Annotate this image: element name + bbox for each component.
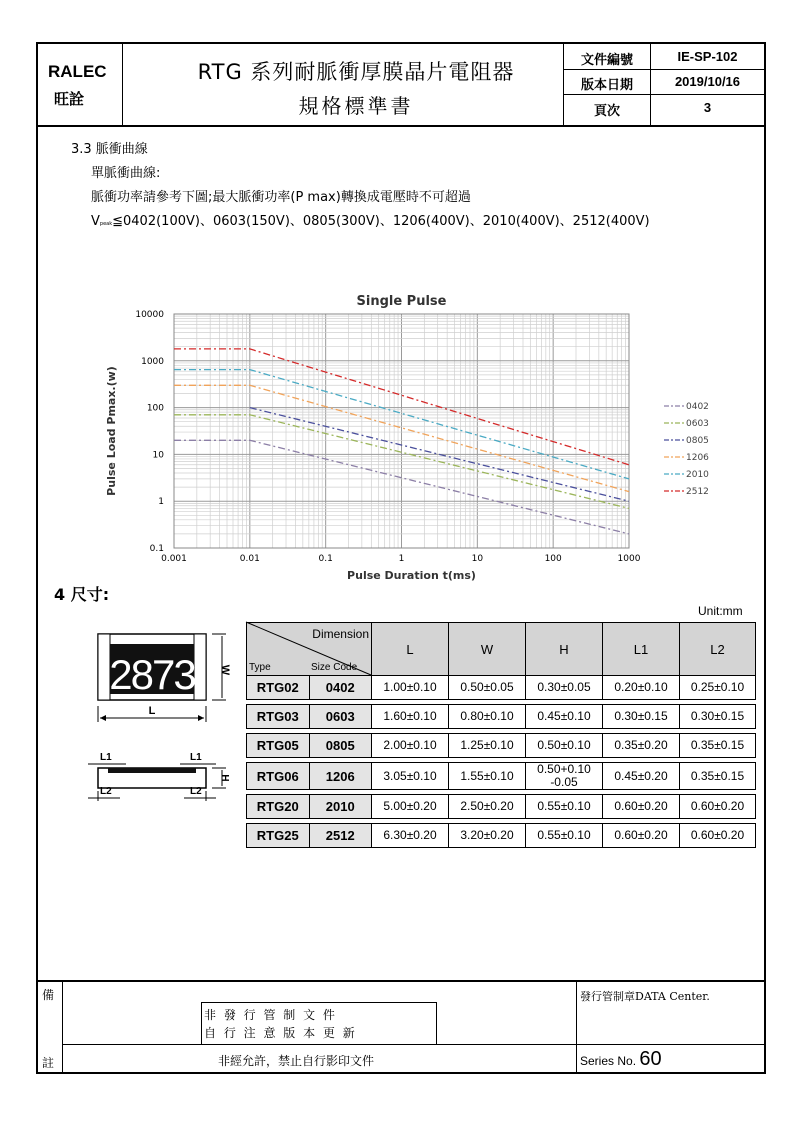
legend-label-0805: 0805 (686, 436, 709, 446)
chip-marking: 2873 (109, 651, 195, 698)
document-footer (38, 980, 764, 1074)
corner-type-label: Type (249, 662, 271, 673)
note-label: 註 (42, 1056, 55, 1070)
vpeak-subscript: peak (99, 221, 113, 227)
doc-number-value: IE-SP-102 (677, 49, 738, 64)
value-cell: 2.00±0.10 (372, 734, 449, 758)
vpeak-limits (91, 210, 650, 229)
corner-dimension-label: Dimension (312, 627, 369, 641)
table-row (247, 676, 756, 700)
size-code-cell: 0805 (309, 734, 372, 758)
value-cell: 0.30±0.15 (603, 705, 680, 729)
value-cell: 0.50+0.10 -0.05 (526, 763, 603, 790)
brand-chinese: 旺詮 (54, 90, 85, 108)
value-cell: 0.50±0.05 (449, 676, 526, 700)
right-terminal (194, 634, 206, 700)
value-cell: 0.80±0.10 (449, 705, 526, 729)
value-cell: 0.35±0.15 (680, 763, 756, 790)
side-resistive-layer (108, 768, 196, 773)
value-cell: 1.00±0.10 (372, 676, 449, 700)
chip-dimension-diagram (76, 626, 236, 836)
version-date-value: 2019/10/16 (674, 74, 741, 89)
value-cell: 1.25±0.10 (449, 734, 526, 758)
vpeak-symbol: V (91, 214, 100, 229)
brand-english: RALEC (48, 62, 107, 81)
chart-title: Single Pulse (356, 294, 447, 309)
table-row (247, 824, 756, 848)
size-code-cell: 0402 (309, 676, 372, 700)
size-code-cell: 2512 (309, 824, 372, 848)
series-value: 60 (639, 1048, 662, 1070)
value-cell: 0.45±0.20 (603, 763, 680, 790)
value-cell: 0.25±0.10 (680, 676, 756, 700)
dim-l1-right-label: L1 (190, 752, 202, 763)
dim-h-label: H (219, 774, 230, 782)
x-tick-label: 10 (471, 554, 484, 564)
header-w: W (449, 623, 526, 676)
legend-label-2512: 2512 (686, 487, 709, 497)
single-pulse-chart (98, 249, 738, 582)
pulse-power-note: 脈衝功率請參考下圖;最大脈衝功率(P max)轉換成電壓時不可超過 (91, 190, 471, 205)
single-pulse-label: 單脈衝曲線: (91, 166, 161, 181)
value-cell: 5.00±0.20 (372, 795, 449, 819)
value-cell: 0.50±0.10 (526, 734, 603, 758)
table-row (247, 734, 756, 758)
y-tick-label: 10 (152, 450, 164, 461)
type-cell: RTG02 (247, 676, 310, 700)
value-cell: 0.35±0.20 (603, 734, 680, 758)
legend-label-1206: 1206 (686, 453, 709, 463)
issue-stamp-label: 發行管制章DATA Center. (580, 990, 710, 1003)
page-label: 頁次 (593, 103, 620, 118)
value-cell: 3.05±0.10 (372, 763, 449, 790)
value-cell: 1.60±0.10 (372, 705, 449, 729)
legend-label-0603: 0603 (686, 419, 709, 429)
value-cell: 0.60±0.20 (603, 824, 680, 848)
type-cell: RTG06 (247, 763, 310, 790)
y-tick-label: 10000 (135, 310, 164, 320)
value-cell: 0.45±0.10 (526, 705, 603, 729)
version-date-label: 版本日期 (580, 77, 633, 92)
series-label: Series No. (580, 1054, 637, 1068)
remark-label: 備 (42, 988, 55, 1002)
type-cell: RTG20 (247, 795, 310, 819)
value-cell: 0.30±0.05 (526, 676, 603, 700)
type-cell: RTG25 (247, 824, 310, 848)
y-tick-label: 0.1 (149, 544, 164, 554)
vpeak-values: ≦0402(100V)、0603(150V)、0805(300V)、1206(400V)、2010(400V)、2512(400V) (112, 214, 650, 229)
section-heading-pulse-curve: 3.3 脈衝曲線 (71, 142, 148, 157)
dim-w-label: W (219, 664, 231, 676)
value-cell: 0.55±0.10 (526, 824, 603, 848)
legend-label-0402: 0402 (686, 402, 709, 412)
document-subtitle: 規格標準書 (298, 94, 414, 118)
dim-l2-right-label: L2 (190, 786, 202, 797)
dim-l-label: L (148, 705, 156, 717)
section-heading-dimensions: 4 尺寸: (54, 585, 110, 604)
x-tick-label: 100 (544, 554, 562, 564)
y-tick-label: 100 (146, 403, 164, 414)
value-cell: 0.60±0.20 (680, 795, 756, 819)
document-title: RTG 系列耐脈衝厚膜晶片電阻器 (197, 60, 515, 84)
value-cell: 0.35±0.15 (680, 734, 756, 758)
legend-label-2010: 2010 (686, 470, 709, 480)
table-row (247, 795, 756, 819)
x-tick-label: 1000 (617, 554, 641, 564)
type-cell: RTG05 (247, 734, 310, 758)
value-cell: 6.30±0.20 (372, 824, 449, 848)
value-cell: 2.50±0.20 (449, 795, 526, 819)
document-header (38, 44, 764, 127)
header-l2: L2 (680, 623, 756, 676)
value-cell: 0.60±0.20 (680, 824, 756, 848)
header-h: H (526, 623, 603, 676)
corner-size-label: Size Code (311, 662, 358, 673)
copy-notice: 非經允許，禁止自行影印文件 (218, 1054, 375, 1068)
header-l1: L1 (603, 623, 680, 676)
size-code-cell: 1206 (309, 763, 372, 790)
x-tick-label: 1 (398, 554, 405, 564)
y-axis-label: Pulse Load Pmax.(w) (105, 366, 118, 496)
uncontrolled-notice: 非 發 行 管 制 文 件 (204, 1008, 337, 1022)
x-axis-label: Pulse Duration t(ms) (347, 569, 476, 582)
size-code-cell: 2010 (309, 795, 372, 819)
table-row (247, 705, 756, 729)
x-tick-label: 0.1 (318, 554, 333, 564)
table-row (247, 763, 756, 790)
corner-diagonal (246, 622, 372, 676)
series-number (580, 1048, 662, 1071)
x-tick-label: 0.01 (239, 554, 260, 564)
y-tick-label: 1000 (141, 356, 164, 367)
dim-l1-left-label: L1 (100, 752, 112, 763)
value-cell: 0.60±0.20 (603, 795, 680, 819)
page-frame (36, 42, 766, 1074)
value-cell: 3.20±0.20 (449, 824, 526, 848)
page-value: 3 (703, 100, 712, 115)
value-cell: 0.30±0.15 (680, 705, 756, 729)
size-code-cell: 0603 (309, 705, 372, 729)
value-cell: 1.55±0.10 (449, 763, 526, 790)
header-l: L (372, 623, 449, 676)
value-cell: 0.55±0.10 (526, 795, 603, 819)
y-tick-label: 1 (158, 497, 164, 508)
dim-l2-left-label: L2 (100, 786, 112, 797)
left-terminal (98, 634, 110, 700)
x-tick-label: 0.001 (161, 554, 187, 564)
value-cell: 0.20±0.10 (603, 676, 680, 700)
unit-label: Unit:mm (698, 604, 743, 618)
version-notice: 自 行 注 意 版 本 更 新 (204, 1026, 357, 1040)
type-cell: RTG03 (247, 705, 310, 729)
doc-number-label: 文件編號 (580, 52, 633, 67)
